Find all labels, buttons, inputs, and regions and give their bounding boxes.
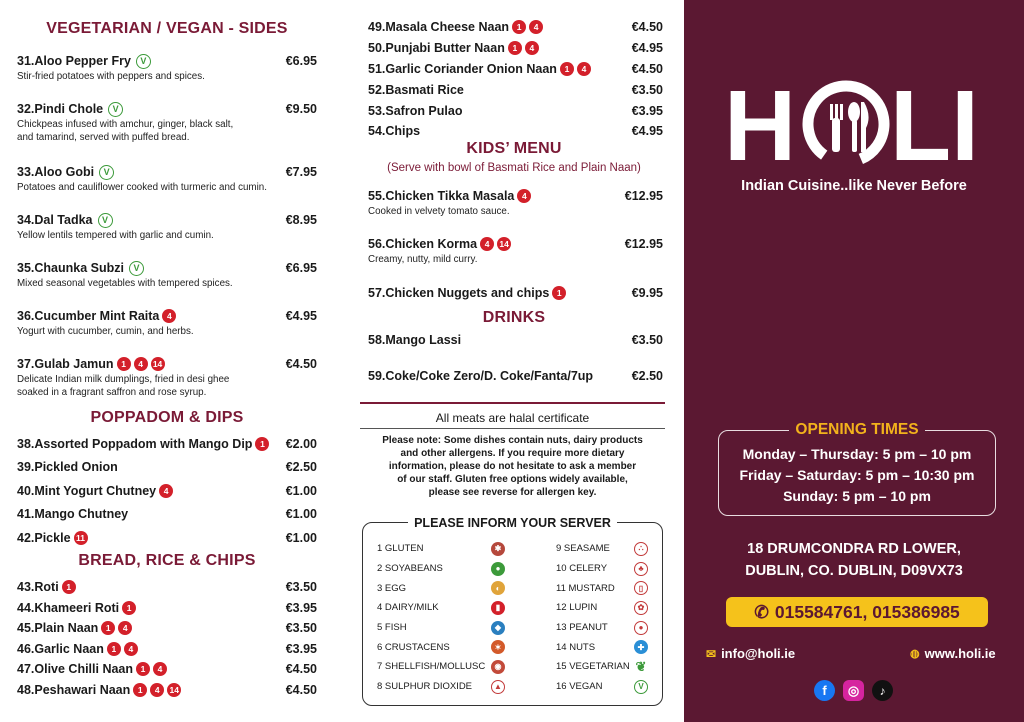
item-name: 49.Masala Cheese Naan <box>368 20 510 35</box>
allergen-badge: 14 <box>151 357 165 371</box>
kids-subtitle: (Serve with bowl of Basmati Rice and Plain Naan) <box>387 162 641 174</box>
item-description: and tamarind, served with puffed bread. <box>17 132 190 143</box>
item-price: €3.50 <box>631 82 663 97</box>
menu-item <box>17 163 317 194</box>
allergen-badge: 1 <box>552 286 566 300</box>
allergen-badge: 14 <box>167 683 181 697</box>
allergen-badge: 14 <box>497 237 511 251</box>
allergen-badge: 1 <box>62 580 76 594</box>
item-description: Chickpeas infused with amchur, ginger, black salt, <box>17 119 234 130</box>
item-price: €1.00 <box>285 530 317 545</box>
allergen-label: 10 CELERY <box>556 563 608 575</box>
item-price: €4.50 <box>631 61 663 76</box>
cutlery-icon <box>830 102 869 152</box>
allergen-badge: 1 <box>122 601 136 615</box>
allergen-label: 5 FISH <box>377 622 407 634</box>
plate-ring-icon <box>793 76 899 168</box>
allergen-badge: 1 <box>508 41 522 55</box>
allergen-badge: 4 <box>134 357 148 371</box>
item-name: 42.Pickle <box>17 530 71 545</box>
item-name: 45.Plain Naan <box>17 621 99 636</box>
menu-item <box>17 355 317 399</box>
allergen-badge: 1 <box>512 20 526 34</box>
allergen-badge: 1 <box>133 683 147 697</box>
item-price: €1.00 <box>285 483 317 498</box>
tiktok-icon[interactable]: ♪ <box>872 680 893 701</box>
allergen-label: 12 LUPIN <box>556 602 598 614</box>
item-price: €2.50 <box>285 460 317 475</box>
hours-line: Friday – Saturday: 5 pm – 10:30 pm <box>739 467 975 483</box>
allergen-badge: 4 <box>162 309 176 323</box>
logo-letters-li: LI <box>890 76 979 168</box>
sulphur-icon: ▲ <box>491 680 505 694</box>
item-price: €3.50 <box>285 580 317 595</box>
allergen-badge: 4 <box>529 20 543 34</box>
section-heading-poppadom: POPPADOM & DIPS <box>90 409 244 426</box>
globe-icon: ◍ <box>910 648 920 660</box>
email-text: info@holi.ie <box>721 646 796 661</box>
allergen-label: 16 VEGAN <box>556 681 603 693</box>
tagline: Indian Cuisine..like Never Before <box>741 178 967 194</box>
item-price: €4.95 <box>631 41 663 56</box>
item-description: Stir-fried potatoes with peppers and spices. <box>17 71 205 82</box>
item-description: Creamy, nutty, mild curry. <box>368 254 478 265</box>
item-name: 51.Garlic Coriander Onion Naan <box>368 61 557 76</box>
note-line: and other allergens. If you require more dietary <box>400 448 625 459</box>
allergen-badge: 4 <box>124 642 138 656</box>
allergen-label: 8 SULPHUR DIOXIDE <box>377 681 473 693</box>
allergen-label: 1 GLUTEN <box>377 543 424 555</box>
dairy-icon: ▮ <box>491 601 505 615</box>
item-name: 41.Mango Chutney <box>17 507 129 522</box>
item-price: €4.95 <box>631 124 663 139</box>
holi-logo-graphic <box>724 76 986 168</box>
website-link[interactable] <box>910 646 996 661</box>
vegan-icon: V <box>136 54 151 69</box>
celery-icon: ♣ <box>634 562 648 576</box>
item-price: €2.00 <box>285 436 317 451</box>
sesame-icon: ∴ <box>634 542 648 556</box>
instagram-icon[interactable]: ◎ <box>843 680 864 701</box>
item-name: 58.Mango Lassi <box>368 333 462 347</box>
item-description: Yogurt with cucumber, cumin, and herbs. <box>17 326 194 337</box>
section-heading-drinks: DRINKS <box>482 309 546 326</box>
item-price: €4.50 <box>285 662 317 677</box>
shellfish-icon: ◉ <box>491 660 505 674</box>
allergen-badge: 4 <box>480 237 494 251</box>
item-price: €2.50 <box>631 369 663 383</box>
item-description: Mixed seasonal vegetables with tempered spices. <box>17 278 233 289</box>
item-description: Potatoes and cauliflower cooked with turmeric and cumin. <box>17 182 267 193</box>
naan-rice-list <box>368 17 663 142</box>
opening-times-title: OPENING TIMES <box>789 421 924 438</box>
vegan-icon: V <box>98 213 113 228</box>
holi-logo <box>724 76 986 168</box>
allergen-badge: 1 <box>136 662 150 676</box>
fish-icon: ◆ <box>491 621 505 635</box>
vegan-icon: V <box>129 261 144 276</box>
allergen-label: 6 CRUSTACENS <box>377 641 450 653</box>
allergen-badge: 4 <box>577 62 591 76</box>
item-price: €4.50 <box>285 682 317 697</box>
hours-line: Sunday: 5 pm – 10 pm <box>783 488 931 504</box>
item-price: €6.95 <box>285 54 317 68</box>
hours-line: Monday – Thursday: 5 pm – 10 pm <box>742 446 972 462</box>
section-heading-kids: KIDS’ MENU <box>466 140 562 157</box>
poppadom-list <box>17 432 317 550</box>
item-price: €7.95 <box>285 165 317 179</box>
allergen-badge: 1 <box>117 357 131 371</box>
allergen-label: 9 SEASAME <box>556 543 610 555</box>
item-name: 31.Aloo Pepper Fry <box>17 54 131 68</box>
item-name: 56.Chicken Korma <box>368 237 478 251</box>
allergen-badge: 1 <box>255 437 269 451</box>
brand-panel <box>684 0 1024 722</box>
item-description: Yellow lentils tempered with garlic and cumin. <box>17 230 214 241</box>
item-name: 32.Pindi Chole <box>17 102 104 116</box>
item-price: €8.95 <box>285 213 317 227</box>
item-name: 57.Chicken Nuggets and chips <box>368 286 550 300</box>
address <box>684 538 1024 582</box>
item-name: 39.Pickled Onion <box>17 460 118 475</box>
item-name: 36.Cucumber Mint Raita <box>17 309 160 323</box>
allergen-list-right <box>556 539 648 697</box>
envelope-icon: ✉ <box>706 646 717 661</box>
social-links <box>814 680 893 701</box>
item-price: €4.95 <box>285 309 317 323</box>
menu-item <box>17 307 317 338</box>
address-line: DUBLIN, CO. DUBLIN, D09VX73 <box>745 563 963 579</box>
item-price: €4.50 <box>631 20 663 35</box>
item-name: 50.Punjabi Butter Naan <box>368 41 505 56</box>
allergen-label: 4 DAIRY/MILK <box>377 602 439 614</box>
item-price: €6.95 <box>285 261 317 275</box>
section-heading-veg-sides: VEGETARIAN / VEGAN - SIDES <box>46 20 288 37</box>
allergen-title: PLEASE INFORM YOUR SERVER <box>408 516 617 530</box>
item-price: €1.00 <box>285 507 317 522</box>
soyabeans-icon: ● <box>491 562 505 576</box>
item-price: €3.50 <box>285 621 317 636</box>
item-description: soaked in a fragrant saffron and rose syrup. <box>17 387 207 398</box>
allergen-label: 3 EGG <box>377 582 407 594</box>
allergen-badge: 4 <box>118 621 132 635</box>
item-name: 52.Basmati Rice <box>368 82 464 97</box>
vegan-icon: V <box>99 165 114 180</box>
email-link[interactable] <box>706 646 795 661</box>
section-heading-bread: BREAD, RICE & CHIPS <box>78 552 256 569</box>
item-price: €3.95 <box>631 103 663 118</box>
address-line: 18 DRUMCONDRA RD LOWER, <box>747 541 961 557</box>
menu-item <box>17 52 317 83</box>
allergen-list-left <box>377 539 505 697</box>
crustacean-icon: ✶ <box>491 640 505 654</box>
item-name: 34.Dal Tadka <box>17 213 93 227</box>
note-line: Please note: Some dishes contain nuts, dairy products <box>382 435 643 446</box>
item-description: Cooked in velvety tomato sauce. <box>368 206 510 217</box>
logo-letter-h: H <box>724 76 797 168</box>
phone-number[interactable] <box>726 597 988 627</box>
item-name: 35.Chaunka Subzi <box>17 261 124 275</box>
item-description: Delicate Indian milk dumplings, fried in desi ghee <box>17 374 230 385</box>
phone-icon: ✆ <box>754 601 769 622</box>
peanut-icon: ● <box>634 621 648 635</box>
gluten-icon: ✱ <box>491 542 505 556</box>
menu-item <box>17 100 317 144</box>
item-name: 37.Gulab Jamun <box>17 357 114 371</box>
menu-item <box>368 235 663 266</box>
item-name: 40.Mint Yogurt Chutney <box>17 483 157 498</box>
menu-item <box>368 284 663 302</box>
item-name: 53.Safron Pulao <box>368 103 463 118</box>
allergen-label: 13 PEANUT <box>556 622 608 634</box>
item-price: €4.50 <box>285 357 317 371</box>
divider <box>360 428 665 429</box>
menu-item <box>17 259 317 290</box>
item-price: €9.95 <box>631 286 663 300</box>
item-name: 38.Assorted Poppadom with Mango Dip <box>17 436 253 451</box>
mustard-icon: ▯ <box>634 581 648 595</box>
nuts-icon: ✚ <box>634 640 648 654</box>
note-line: of our staff. Gluten free options widely available, <box>397 474 628 485</box>
allergen-badge: 4 <box>150 683 164 697</box>
allergen-label: 15 VEGETARIAN <box>556 661 630 673</box>
allergen-badge: 1 <box>107 642 121 656</box>
opening-times <box>718 421 996 516</box>
allergen-label: 2 SOYABEANS <box>377 563 443 575</box>
item-price: €3.50 <box>631 333 663 347</box>
item-name: 46.Garlic Naan <box>17 641 104 656</box>
item-name: 44.Khameeri Roti <box>17 600 120 615</box>
note-line: information, please do not hesitate to ask a member <box>388 461 637 472</box>
egg-icon: ◐ <box>491 581 505 595</box>
item-price: €3.95 <box>285 641 317 656</box>
item-name: 54.Chips <box>368 124 421 139</box>
allergen-badge: 4 <box>525 41 539 55</box>
allergen-badge: 11 <box>74 531 88 545</box>
hours-list <box>719 444 995 507</box>
allergen-badge: 4 <box>153 662 167 676</box>
allergen-badge: 4 <box>517 189 531 203</box>
menu-item <box>368 187 663 218</box>
facebook-icon[interactable]: f <box>814 680 835 701</box>
item-name: 55.Chicken Tikka Masala <box>368 189 515 203</box>
allergen-badge: 4 <box>159 484 173 498</box>
item-name: 48.Peshawari Naan <box>17 682 131 697</box>
allergen-key <box>362 516 663 706</box>
drink-item <box>368 367 663 385</box>
menu-item <box>17 211 317 242</box>
phone-text: 015584761, 015386985 <box>774 601 960 622</box>
item-price: €3.95 <box>285 600 317 615</box>
vegan-icon: V <box>108 102 123 117</box>
allergen-label: 7 SHELLFISH/MOLLUSC <box>377 661 486 673</box>
item-price: €12.95 <box>624 189 663 203</box>
allergen-note <box>365 434 660 499</box>
allergen-badge: 1 <box>101 621 115 635</box>
website-text: www.holi.ie <box>924 646 996 661</box>
allergen-badge: 1 <box>560 62 574 76</box>
drink-item <box>368 331 663 349</box>
item-price: €9.50 <box>285 102 317 116</box>
item-name: 33.Aloo Gobi <box>17 165 95 179</box>
item-name: 43.Roti <box>17 580 59 595</box>
bread-list <box>17 577 317 700</box>
vegetarian-leaf-icon: ❦ <box>635 658 647 674</box>
note-line: please see reverse for allergen key. <box>428 487 597 498</box>
vegan-icon: V <box>634 680 648 694</box>
lupin-icon: ✿ <box>634 601 648 615</box>
allergen-label: 11 MUSTARD <box>556 582 615 594</box>
item-name: 59.Coke/Coke Zero/D. Coke/Fanta/7up <box>368 369 594 383</box>
halal-notice: All meats are halal certificate <box>360 402 665 425</box>
item-name: 47.Olive Chilli Naan <box>17 662 134 677</box>
item-price: €12.95 <box>624 237 663 251</box>
allergen-label: 14 NUTS <box>556 641 596 653</box>
